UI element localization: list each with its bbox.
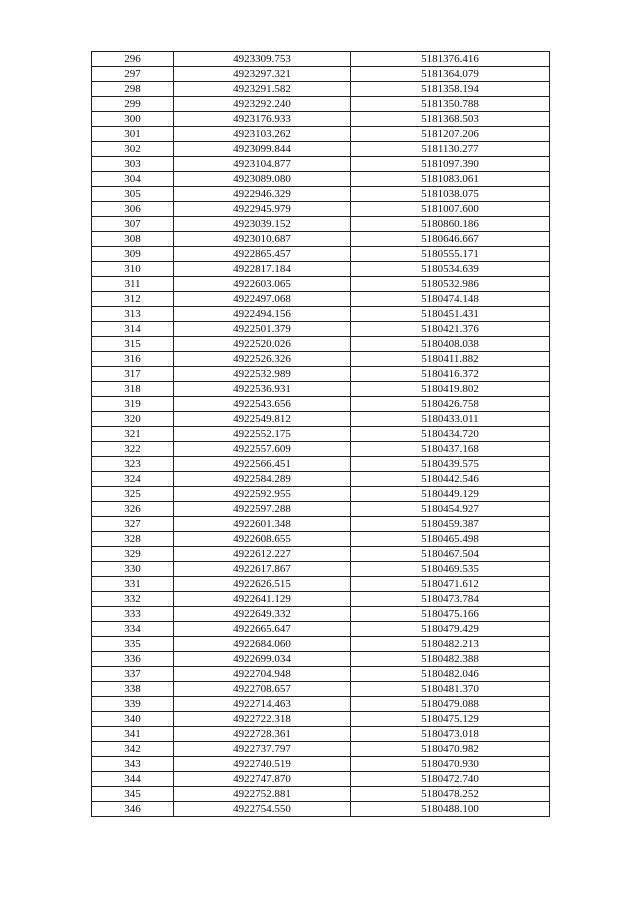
table-row bbox=[92, 562, 550, 577]
x-coordinate-cell: 4922728.361 bbox=[174, 727, 351, 742]
x-coordinate-cell: 4922641.129 bbox=[174, 592, 351, 607]
x-coordinate-cell: 4922597.288 bbox=[174, 502, 351, 517]
point-number-cell: 337 bbox=[92, 667, 174, 682]
y-coordinate-cell: 5180467.504 bbox=[351, 547, 550, 562]
x-coordinate-cell: 4922945.979 bbox=[174, 202, 351, 217]
y-coordinate-cell: 5181350.788 bbox=[351, 97, 550, 112]
table-row bbox=[92, 607, 550, 622]
x-coordinate-cell: 4922699.034 bbox=[174, 652, 351, 667]
x-coordinate-cell: 4922566.451 bbox=[174, 457, 351, 472]
table-row bbox=[92, 547, 550, 562]
point-number-cell: 309 bbox=[92, 247, 174, 262]
point-number-cell: 305 bbox=[92, 187, 174, 202]
point-number-cell: 298 bbox=[92, 82, 174, 97]
x-coordinate-cell: 4922865.457 bbox=[174, 247, 351, 262]
coordinates-table bbox=[91, 51, 550, 817]
x-coordinate-cell: 4923176.933 bbox=[174, 112, 351, 127]
point-number-cell: 335 bbox=[92, 637, 174, 652]
point-number-cell: 319 bbox=[92, 397, 174, 412]
point-number-cell: 307 bbox=[92, 217, 174, 232]
point-number-cell: 324 bbox=[92, 472, 174, 487]
y-coordinate-cell: 5180482.388 bbox=[351, 652, 550, 667]
point-number-cell: 296 bbox=[92, 52, 174, 67]
point-number-cell: 332 bbox=[92, 592, 174, 607]
x-coordinate-cell: 4922714.463 bbox=[174, 697, 351, 712]
x-coordinate-cell: 4923089.080 bbox=[174, 172, 351, 187]
point-number-cell: 345 bbox=[92, 787, 174, 802]
point-number-cell: 315 bbox=[92, 337, 174, 352]
table-row bbox=[92, 262, 550, 277]
table-row bbox=[92, 352, 550, 367]
x-coordinate-cell: 4923292.240 bbox=[174, 97, 351, 112]
point-number-cell: 325 bbox=[92, 487, 174, 502]
point-number-cell: 317 bbox=[92, 367, 174, 382]
table-row bbox=[92, 592, 550, 607]
y-coordinate-cell: 5180475.129 bbox=[351, 712, 550, 727]
table-row bbox=[92, 232, 550, 247]
table-row bbox=[92, 277, 550, 292]
table-row bbox=[92, 247, 550, 262]
y-coordinate-cell: 5180471.612 bbox=[351, 577, 550, 592]
table-row bbox=[92, 787, 550, 802]
x-coordinate-cell: 4922532.989 bbox=[174, 367, 351, 382]
point-number-cell: 322 bbox=[92, 442, 174, 457]
point-number-cell: 311 bbox=[92, 277, 174, 292]
table-row bbox=[92, 622, 550, 637]
x-coordinate-cell: 4922817.184 bbox=[174, 262, 351, 277]
y-coordinate-cell: 5180473.018 bbox=[351, 727, 550, 742]
x-coordinate-cell: 4922543.656 bbox=[174, 397, 351, 412]
x-coordinate-cell: 4922649.332 bbox=[174, 607, 351, 622]
x-coordinate-cell: 4922617.867 bbox=[174, 562, 351, 577]
coordinates-table-body bbox=[92, 52, 550, 817]
y-coordinate-cell: 5180555.171 bbox=[351, 247, 550, 262]
y-coordinate-cell: 5180442.546 bbox=[351, 472, 550, 487]
y-coordinate-cell: 5180439.575 bbox=[351, 457, 550, 472]
y-coordinate-cell: 5181097.390 bbox=[351, 157, 550, 172]
y-coordinate-cell: 5181038.075 bbox=[351, 187, 550, 202]
y-coordinate-cell: 5181358.194 bbox=[351, 82, 550, 97]
y-coordinate-cell: 5180421.376 bbox=[351, 322, 550, 337]
point-number-cell: 344 bbox=[92, 772, 174, 787]
table-row bbox=[92, 667, 550, 682]
y-coordinate-cell: 5181368.503 bbox=[351, 112, 550, 127]
y-coordinate-cell: 5180434.720 bbox=[351, 427, 550, 442]
table-row bbox=[92, 367, 550, 382]
x-coordinate-cell: 4922608.655 bbox=[174, 532, 351, 547]
y-coordinate-cell: 5181130.277 bbox=[351, 142, 550, 157]
x-coordinate-cell: 4923309.753 bbox=[174, 52, 351, 67]
point-number-cell: 328 bbox=[92, 532, 174, 547]
point-number-cell: 343 bbox=[92, 757, 174, 772]
x-coordinate-cell: 4922704.948 bbox=[174, 667, 351, 682]
table-row bbox=[92, 337, 550, 352]
x-coordinate-cell: 4922603.065 bbox=[174, 277, 351, 292]
table-row bbox=[92, 142, 550, 157]
point-number-cell: 333 bbox=[92, 607, 174, 622]
table-row bbox=[92, 682, 550, 697]
table-row bbox=[92, 52, 550, 67]
x-coordinate-cell: 4922665.647 bbox=[174, 622, 351, 637]
x-coordinate-cell: 4922549.812 bbox=[174, 412, 351, 427]
table-row bbox=[92, 517, 550, 532]
point-number-cell: 327 bbox=[92, 517, 174, 532]
x-coordinate-cell: 4922557.609 bbox=[174, 442, 351, 457]
table-row bbox=[92, 127, 550, 142]
y-coordinate-cell: 5180488.100 bbox=[351, 802, 550, 817]
point-number-cell: 326 bbox=[92, 502, 174, 517]
x-coordinate-cell: 4922752.881 bbox=[174, 787, 351, 802]
x-coordinate-cell: 4922612.227 bbox=[174, 547, 351, 562]
x-coordinate-cell: 4922708.657 bbox=[174, 682, 351, 697]
point-number-cell: 320 bbox=[92, 412, 174, 427]
table-row bbox=[92, 442, 550, 457]
x-coordinate-cell: 4922552.175 bbox=[174, 427, 351, 442]
x-coordinate-cell: 4922740.519 bbox=[174, 757, 351, 772]
point-number-cell: 297 bbox=[92, 67, 174, 82]
y-coordinate-cell: 5180482.213 bbox=[351, 637, 550, 652]
table-row bbox=[92, 412, 550, 427]
y-coordinate-cell: 5180481.370 bbox=[351, 682, 550, 697]
point-number-cell: 303 bbox=[92, 157, 174, 172]
table-row bbox=[92, 472, 550, 487]
table-row bbox=[92, 307, 550, 322]
table-row bbox=[92, 382, 550, 397]
x-coordinate-cell: 4922754.550 bbox=[174, 802, 351, 817]
table-row bbox=[92, 637, 550, 652]
y-coordinate-cell: 5180473.784 bbox=[351, 592, 550, 607]
y-coordinate-cell: 5180646.667 bbox=[351, 232, 550, 247]
y-coordinate-cell: 5180479.429 bbox=[351, 622, 550, 637]
point-number-cell: 316 bbox=[92, 352, 174, 367]
x-coordinate-cell: 4922520.026 bbox=[174, 337, 351, 352]
x-coordinate-cell: 4922501.379 bbox=[174, 322, 351, 337]
table-row bbox=[92, 577, 550, 592]
table-row bbox=[92, 67, 550, 82]
table-row bbox=[92, 757, 550, 772]
table-row bbox=[92, 82, 550, 97]
point-number-cell: 314 bbox=[92, 322, 174, 337]
table-row bbox=[92, 322, 550, 337]
x-coordinate-cell: 4922626.515 bbox=[174, 577, 351, 592]
x-coordinate-cell: 4922536.931 bbox=[174, 382, 351, 397]
point-number-cell: 312 bbox=[92, 292, 174, 307]
x-coordinate-cell: 4923104.877 bbox=[174, 157, 351, 172]
y-coordinate-cell: 5180449.129 bbox=[351, 487, 550, 502]
x-coordinate-cell: 4923039.152 bbox=[174, 217, 351, 232]
table-row bbox=[92, 697, 550, 712]
y-coordinate-cell: 5180470.982 bbox=[351, 742, 550, 757]
point-number-cell: 330 bbox=[92, 562, 174, 577]
point-number-cell: 346 bbox=[92, 802, 174, 817]
x-coordinate-cell: 4923099.844 bbox=[174, 142, 351, 157]
table-row bbox=[92, 97, 550, 112]
table-row bbox=[92, 742, 550, 757]
y-coordinate-cell: 5180472.740 bbox=[351, 772, 550, 787]
y-coordinate-cell: 5180416.372 bbox=[351, 367, 550, 382]
y-coordinate-cell: 5180479.088 bbox=[351, 697, 550, 712]
y-coordinate-cell: 5180860.186 bbox=[351, 217, 550, 232]
x-coordinate-cell: 4923297.321 bbox=[174, 67, 351, 82]
point-number-cell: 300 bbox=[92, 112, 174, 127]
point-number-cell: 323 bbox=[92, 457, 174, 472]
point-number-cell: 338 bbox=[92, 682, 174, 697]
x-coordinate-cell: 4922737.797 bbox=[174, 742, 351, 757]
x-coordinate-cell: 4923103.262 bbox=[174, 127, 351, 142]
point-number-cell: 304 bbox=[92, 172, 174, 187]
x-coordinate-cell: 4922584.289 bbox=[174, 472, 351, 487]
table-row bbox=[92, 202, 550, 217]
point-number-cell: 308 bbox=[92, 232, 174, 247]
table-row bbox=[92, 727, 550, 742]
table-row bbox=[92, 457, 550, 472]
x-coordinate-cell: 4923291.582 bbox=[174, 82, 351, 97]
y-coordinate-cell: 5180408.038 bbox=[351, 337, 550, 352]
point-number-cell: 321 bbox=[92, 427, 174, 442]
point-number-cell: 299 bbox=[92, 97, 174, 112]
x-coordinate-cell: 4922684.060 bbox=[174, 637, 351, 652]
x-coordinate-cell: 4922747.870 bbox=[174, 772, 351, 787]
y-coordinate-cell: 5180470.930 bbox=[351, 757, 550, 772]
table-row bbox=[92, 397, 550, 412]
x-coordinate-cell: 4922722.318 bbox=[174, 712, 351, 727]
table-row bbox=[92, 172, 550, 187]
point-number-cell: 301 bbox=[92, 127, 174, 142]
point-number-cell: 313 bbox=[92, 307, 174, 322]
y-coordinate-cell: 5180459.387 bbox=[351, 517, 550, 532]
point-number-cell: 334 bbox=[92, 622, 174, 637]
x-coordinate-cell: 4922526.326 bbox=[174, 352, 351, 367]
point-number-cell: 336 bbox=[92, 652, 174, 667]
y-coordinate-cell: 5180532.986 bbox=[351, 277, 550, 292]
y-coordinate-cell: 5180451.431 bbox=[351, 307, 550, 322]
y-coordinate-cell: 5180474.148 bbox=[351, 292, 550, 307]
y-coordinate-cell: 5180534.639 bbox=[351, 262, 550, 277]
table-row bbox=[92, 187, 550, 202]
y-coordinate-cell: 5180478.252 bbox=[351, 787, 550, 802]
y-coordinate-cell: 5180482.046 bbox=[351, 667, 550, 682]
y-coordinate-cell: 5181083.061 bbox=[351, 172, 550, 187]
point-number-cell: 329 bbox=[92, 547, 174, 562]
point-number-cell: 302 bbox=[92, 142, 174, 157]
x-coordinate-cell: 4922946.329 bbox=[174, 187, 351, 202]
y-coordinate-cell: 5181376.416 bbox=[351, 52, 550, 67]
x-coordinate-cell: 4922592.955 bbox=[174, 487, 351, 502]
table-row bbox=[92, 772, 550, 787]
table-row bbox=[92, 502, 550, 517]
y-coordinate-cell: 5180465.498 bbox=[351, 532, 550, 547]
point-number-cell: 306 bbox=[92, 202, 174, 217]
point-number-cell: 339 bbox=[92, 697, 174, 712]
x-coordinate-cell: 4922601.348 bbox=[174, 517, 351, 532]
x-coordinate-cell: 4923010.687 bbox=[174, 232, 351, 247]
table-row bbox=[92, 712, 550, 727]
y-coordinate-cell: 5181364.079 bbox=[351, 67, 550, 82]
y-coordinate-cell: 5180437.168 bbox=[351, 442, 550, 457]
y-coordinate-cell: 5180411.882 bbox=[351, 352, 550, 367]
table-row bbox=[92, 427, 550, 442]
point-number-cell: 342 bbox=[92, 742, 174, 757]
table-row bbox=[92, 487, 550, 502]
point-number-cell: 318 bbox=[92, 382, 174, 397]
y-coordinate-cell: 5180469.535 bbox=[351, 562, 550, 577]
y-coordinate-cell: 5181007.600 bbox=[351, 202, 550, 217]
y-coordinate-cell: 5181207.206 bbox=[351, 127, 550, 142]
y-coordinate-cell: 5180426.758 bbox=[351, 397, 550, 412]
table-row bbox=[92, 532, 550, 547]
x-coordinate-cell: 4922497.068 bbox=[174, 292, 351, 307]
table-row bbox=[92, 802, 550, 817]
point-number-cell: 310 bbox=[92, 262, 174, 277]
point-number-cell: 331 bbox=[92, 577, 174, 592]
x-coordinate-cell: 4922494.156 bbox=[174, 307, 351, 322]
table-row bbox=[92, 652, 550, 667]
point-number-cell: 340 bbox=[92, 712, 174, 727]
table-row bbox=[92, 112, 550, 127]
table-row bbox=[92, 157, 550, 172]
point-number-cell: 341 bbox=[92, 727, 174, 742]
table-row bbox=[92, 217, 550, 232]
y-coordinate-cell: 5180419.802 bbox=[351, 382, 550, 397]
y-coordinate-cell: 5180475.166 bbox=[351, 607, 550, 622]
table-row bbox=[92, 292, 550, 307]
y-coordinate-cell: 5180454.927 bbox=[351, 502, 550, 517]
y-coordinate-cell: 5180433.011 bbox=[351, 412, 550, 427]
